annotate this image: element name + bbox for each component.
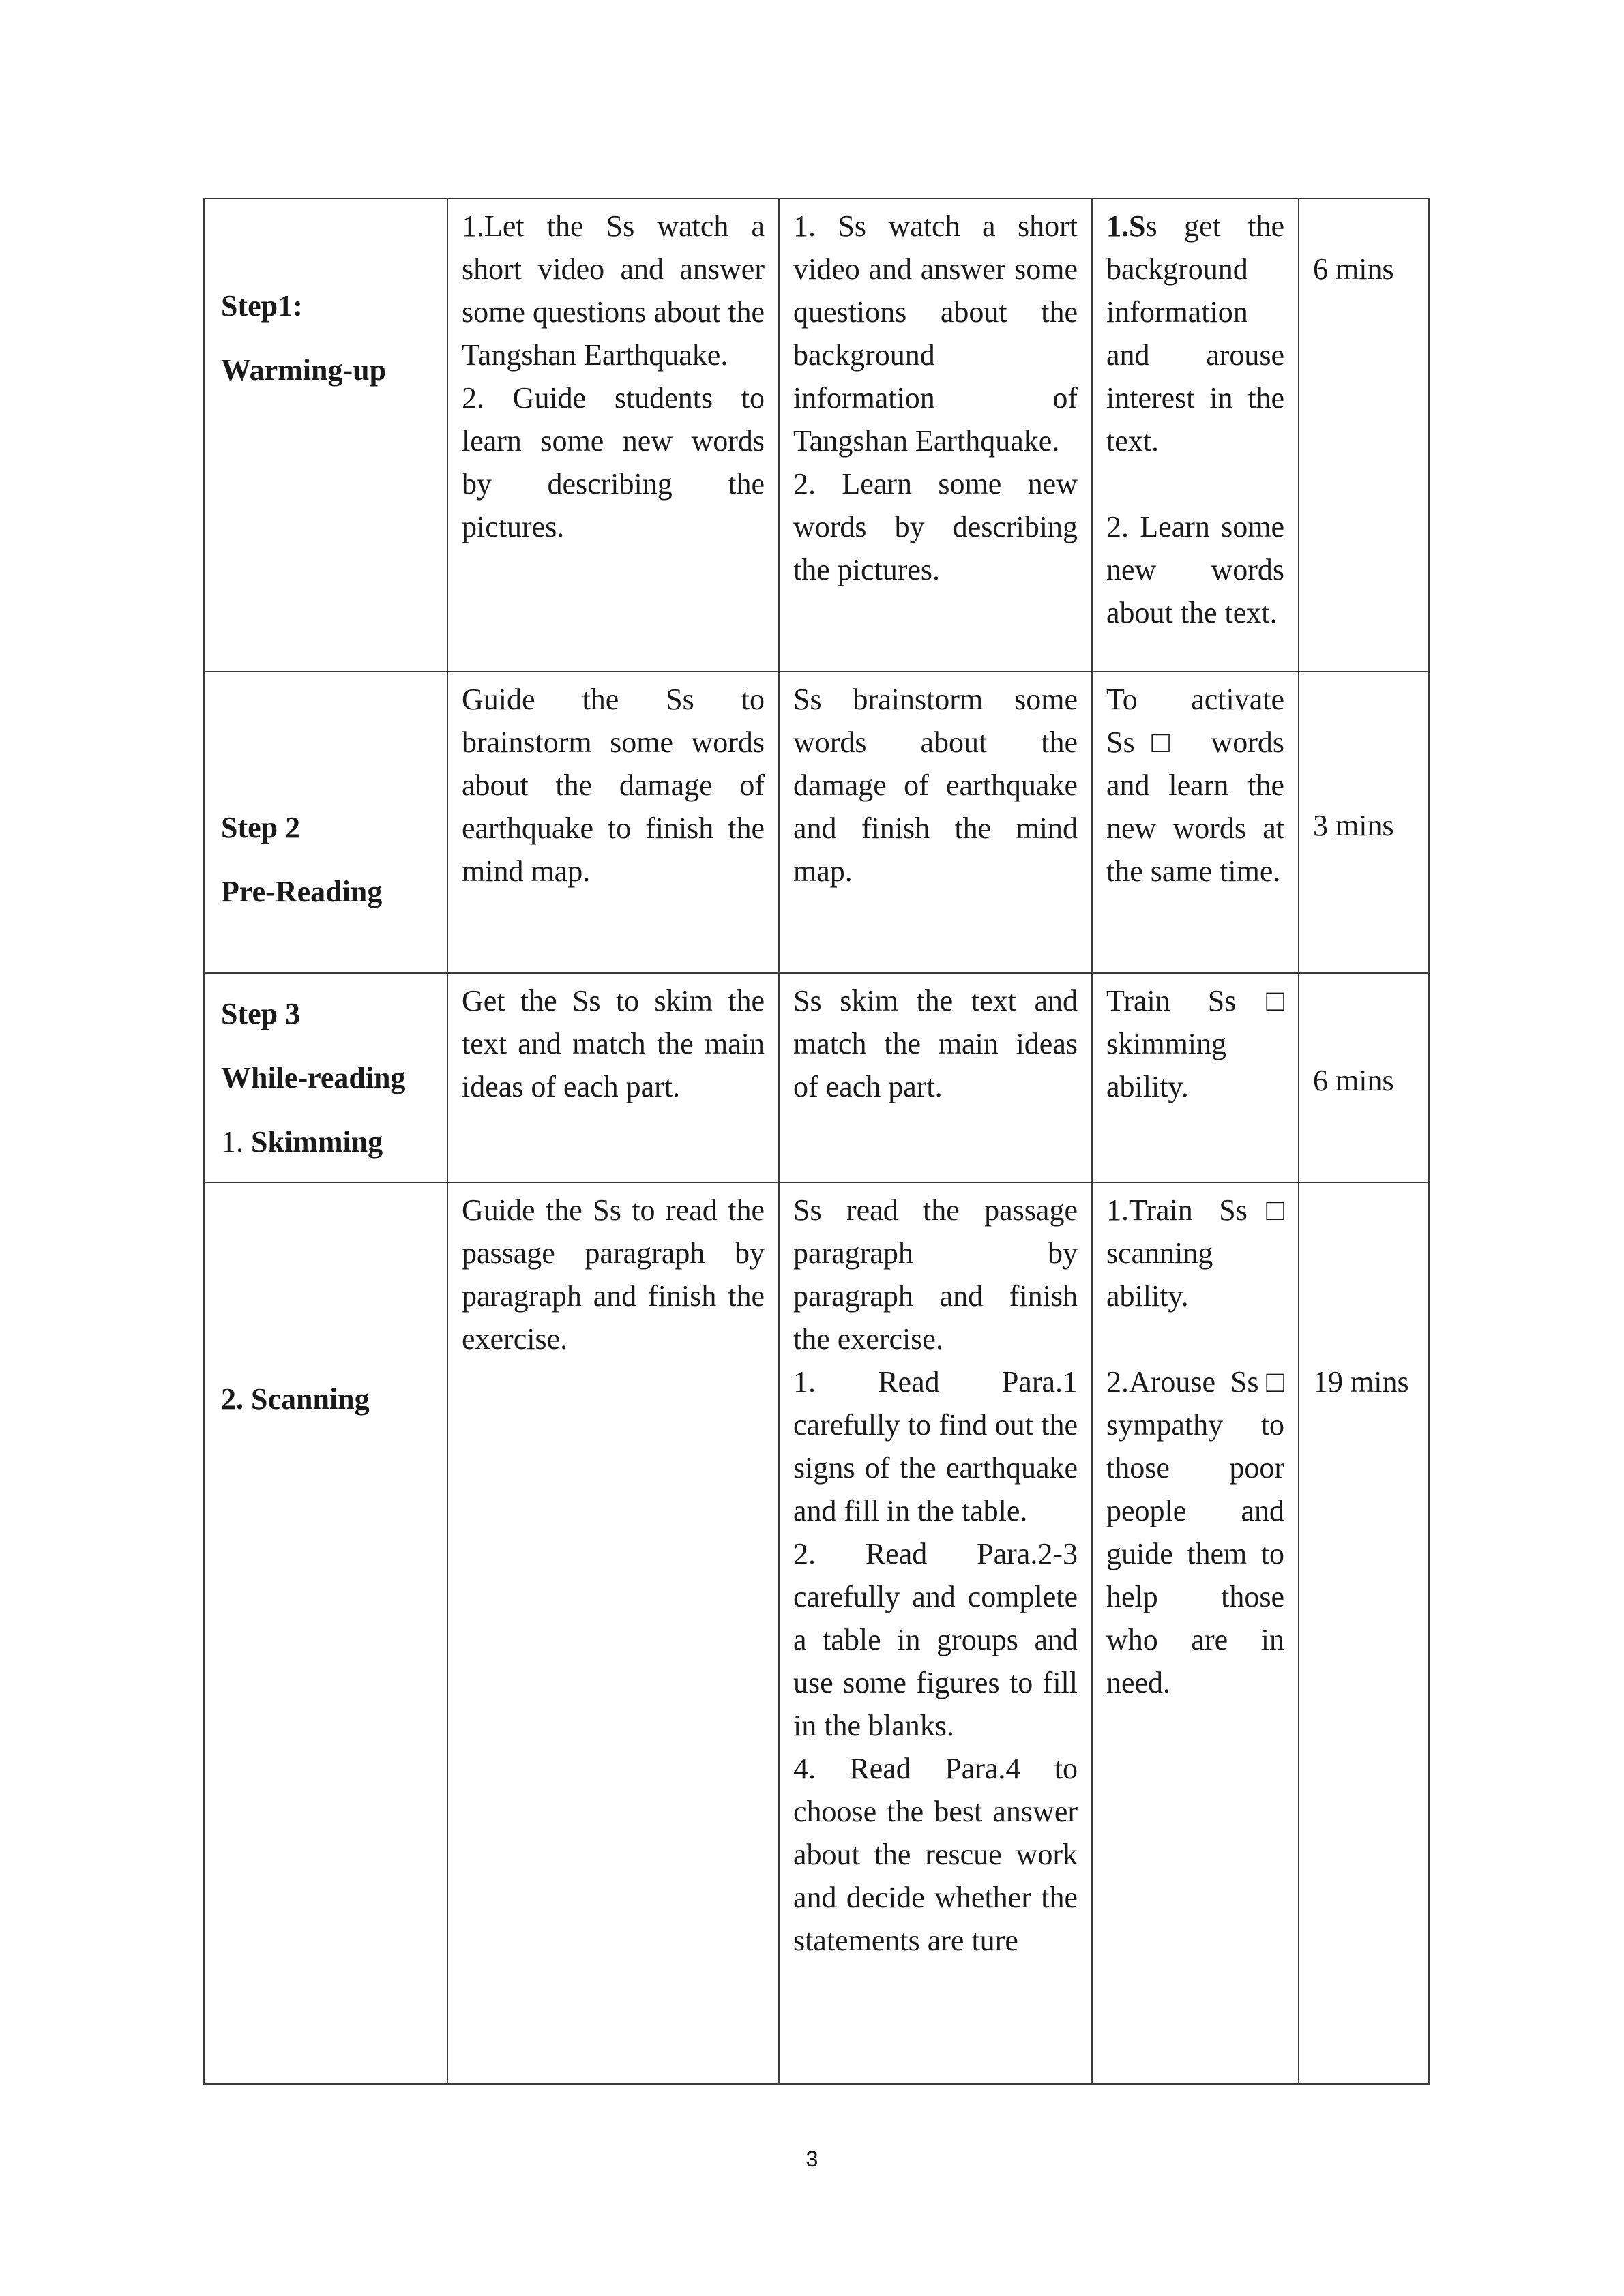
table-row-step3	[204, 973, 1429, 1182]
time-cell	[1299, 198, 1429, 672]
purpose-cell	[1092, 198, 1299, 672]
step-label: Step 3	[221, 996, 301, 1030]
step-cell	[204, 973, 447, 1182]
purpose-1: To activate Ss□ words and learn the new words at the same time.	[1106, 683, 1284, 888]
step-subsection-name: Skimming	[251, 1124, 383, 1159]
step-title: 2. Scanning	[221, 1382, 370, 1416]
teacher-activity-cell	[447, 1182, 779, 2084]
purpose-cell	[1092, 672, 1299, 973]
time-value: 3 mins	[1313, 808, 1394, 842]
step-title: While-reading	[221, 1060, 406, 1094]
student-activity-cell	[779, 973, 1092, 1182]
teacher-activity-cell	[447, 973, 779, 1182]
step-cell	[204, 1182, 447, 2084]
student-activity-3: 2. Read Para.2-3 carefully and complete a table in groups and use some figures to fill in the blanks.	[793, 1537, 1078, 1742]
student-activity-2: 2. Learn some new words by describing the pictures.	[793, 467, 1078, 586]
step-title: Pre-Reading	[221, 875, 383, 908]
teacher-activity-1: Get the Ss to skim the text and match the main ideas of each part.	[462, 984, 765, 1103]
student-activity-1: 1. Ss watch a short video and answer some questions about the background information of Tangshan Earthquake.	[793, 209, 1078, 458]
purpose-1: 1.Train Ss□ scanning ability.	[1106, 1193, 1284, 1313]
student-activity-2: 1. Read Para.1 carefully to find out the signs of the earthquake and fill in the table.	[793, 1365, 1078, 1527]
student-activity-cell	[779, 672, 1092, 973]
time-value: 6 mins	[1313, 1064, 1394, 1097]
teacher-activity-1: Guide the Ss to read the passage paragraph by paragraph and finish the exercise.	[462, 1193, 765, 1356]
purpose-lead: 1.S	[1106, 209, 1146, 243]
step-label: Step1:	[221, 289, 303, 323]
table-row-step1	[204, 198, 1429, 672]
step-subsection-number: 1.	[221, 1124, 251, 1159]
student-activity-1: Ss skim the text and match the main ideas of each part.	[793, 984, 1078, 1103]
page-number: 3	[806, 2147, 818, 2171]
teacher-activity-cell	[447, 198, 779, 672]
step-cell	[204, 198, 447, 672]
purpose-2: 2.Arouse Ss□ sympathy to those poor people and guide them to help those who are in need.	[1106, 1365, 1284, 1699]
table-row-scanning	[204, 1182, 1429, 2084]
step-cell	[204, 672, 447, 973]
time-cell	[1299, 672, 1429, 973]
time-value: 6 mins	[1313, 252, 1394, 286]
student-activity-1: Ss brainstorm some words about the damage of earthquake and finish the mind map.	[793, 683, 1078, 888]
student-activity-4: 4. Read Para.4 to choose the best answer about the rescue work and decide whether the statements are ture	[793, 1752, 1078, 1957]
student-activity-1: Ss read the passage paragraph by paragraph and finish the exercise.	[793, 1193, 1078, 1356]
step-label: Step 2	[221, 811, 301, 844]
student-activity-cell	[779, 1182, 1092, 2084]
purpose-1	[1106, 205, 1284, 462]
teacher-activity-1: 1.Let the Ss watch a short video and answer some questions about the Tangshan Earthquake.	[462, 209, 765, 372]
time-cell	[1299, 973, 1429, 1182]
step-title: Warming-up	[221, 353, 387, 387]
purpose-1: Train Ss□ skimming ability.	[1106, 984, 1284, 1103]
teacher-activity-2: 2. Guide students to learn some new words by describing the pictures.	[462, 381, 765, 543]
lesson-plan-table	[203, 198, 1430, 2085]
time-cell	[1299, 1182, 1429, 2084]
step-subsection	[221, 1110, 433, 1174]
time-value: 19 mins	[1313, 1365, 1409, 1399]
student-activity-cell	[779, 198, 1092, 672]
purpose-2: 2. Learn some new words about the text.	[1106, 510, 1284, 629]
teacher-activity-cell	[447, 672, 779, 973]
purpose-rest: s get the background information and arouse interest in the text.	[1106, 209, 1284, 458]
table-row-step2	[204, 672, 1429, 973]
purpose-cell	[1092, 1182, 1299, 2084]
teacher-activity-1: Guide the Ss to brainstorm some words about the damage of earthquake to finish the mind map.	[462, 683, 765, 888]
purpose-cell	[1092, 973, 1299, 1182]
